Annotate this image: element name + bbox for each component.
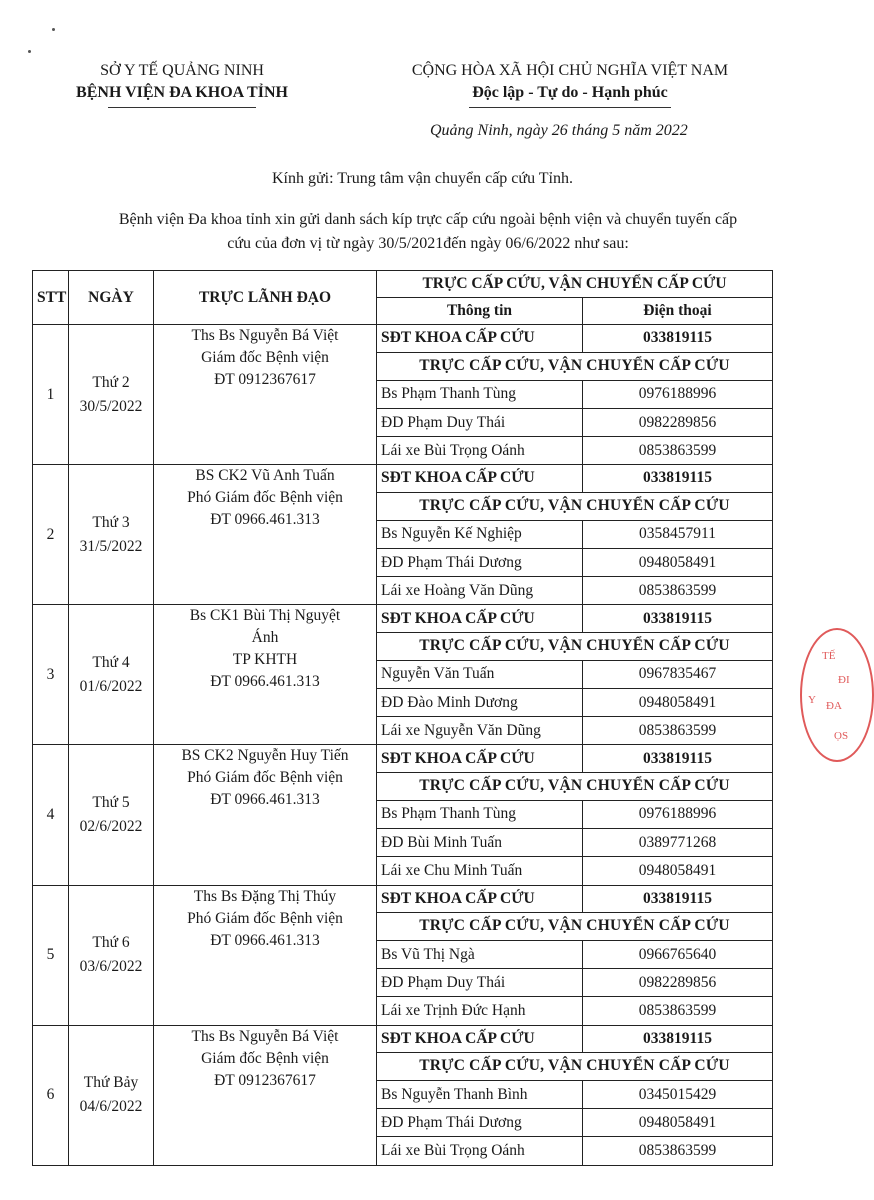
row-day	[69, 605, 154, 745]
recipient-line: Kính gửi: Trung tâm vận chuyển cấp cứu Tỉnh.	[271, 170, 573, 187]
staff-phone: 0982289856	[583, 969, 773, 997]
duty-section-heading: TRỰC CẤP CỨU, VẬN CHUYỂN CẤP CỨU	[377, 492, 773, 520]
scan-speck	[28, 50, 31, 53]
table-row	[33, 885, 773, 912]
staff-name: Lái xe Nguyễn Văn Dũng	[377, 717, 583, 745]
duty-section-heading: TRỰC CẤP CỨU, VẬN CHUYỂN CẤP CỨU	[377, 352, 773, 380]
er-phone-label: SĐT KHOA CẤP CỨU	[377, 885, 583, 912]
staff-phone: 0976188996	[583, 380, 773, 408]
row-stt: 3	[33, 605, 69, 745]
row-weekday: Thứ 6	[92, 934, 130, 952]
row-stt: 4	[33, 745, 69, 885]
row-date: 04/6/2022	[79, 1098, 143, 1116]
duty-section-heading: TRỰC CẤP CỨU, VẬN CHUYỂN CẤP CỨU	[377, 632, 773, 660]
agency-header	[62, 60, 302, 108]
row-day	[69, 885, 154, 1025]
col-header-group: TRỰC CẤP CỨU, VẬN CHUYỂN CẤP CỨU	[377, 271, 773, 298]
scan-speck	[52, 28, 55, 31]
staff-name: Lái xe Chu Minh Tuấn	[377, 857, 583, 885]
leader-line: Phó Giám đốc Bệnh viện	[187, 769, 343, 787]
leader-line: Giám đốc Bệnh viện	[201, 1049, 329, 1067]
leader-line: BS CK2 Nguyễn Huy Tiến	[181, 747, 349, 765]
row-leader	[154, 745, 377, 885]
col-header-info: Thông tin	[377, 298, 583, 325]
duty-section-heading: TRỰC CẤP CỨU, VẬN CHUYỂN CẤP CỨU	[377, 912, 773, 940]
row-stt: 1	[33, 325, 69, 465]
row-date: 31/5/2022	[79, 537, 143, 555]
leader-line: Giám đốc Bệnh viện	[201, 349, 329, 367]
er-phone-value: 033819115	[583, 605, 773, 632]
staff-name: ĐD Phạm Duy Thái	[377, 408, 583, 436]
leader-line: ĐT 0912367617	[214, 1071, 316, 1089]
row-stt: 6	[33, 1025, 69, 1165]
row-stt: 2	[33, 465, 69, 605]
intro-line-1: Bệnh viện Đa khoa tỉnh xin gửi danh sách kíp trực cấp cứu ngoài bệnh viện và chuyển tuyến cấp	[118, 211, 738, 228]
staff-phone: 0976188996	[583, 800, 773, 828]
stamp-fragment: ĐI	[838, 674, 850, 686]
stamp-fragment: ĐA	[826, 700, 842, 712]
row-weekday: Thứ 2	[92, 373, 130, 391]
leader-line: ĐT 0966.461.313	[210, 673, 320, 691]
staff-name: Nguyễn Văn Tuấn	[377, 660, 583, 688]
staff-phone: 0853863599	[583, 577, 773, 605]
er-phone-value: 033819115	[583, 325, 773, 352]
staff-name: Lái xe Hoàng Văn Dũng	[377, 577, 583, 605]
er-phone-label: SĐT KHOA CẤP CỨU	[377, 465, 583, 492]
row-weekday: Thứ 5	[92, 794, 130, 811]
er-phone-label: SĐT KHOA CẤP CỨU	[377, 605, 583, 632]
staff-phone: 0345015429	[583, 1080, 773, 1108]
leader-line: Ánh	[251, 629, 279, 647]
row-day	[69, 1025, 154, 1165]
leader-line: Phó Giám đốc Bệnh viện	[187, 489, 343, 507]
row-leader	[154, 325, 377, 465]
national-header	[370, 60, 770, 108]
leader-line: ĐT 0966.461.313	[210, 511, 320, 529]
document-date: Quảng Ninh, ngày 26 tháng 5 năm 2022	[430, 122, 688, 139]
col-header-phone: Điện thoại	[583, 298, 773, 325]
staff-phone: 0967835467	[583, 660, 773, 688]
er-phone-value: 033819115	[583, 1025, 773, 1052]
duty-section-heading: TRỰC CẤP CỨU, VẬN CHUYỂN CẤP CỨU	[377, 772, 773, 800]
leader-line: BS CK2 Vũ Anh Tuấn	[195, 467, 335, 485]
staff-phone: 0948058491	[583, 689, 773, 717]
intro-paragraph	[38, 208, 818, 256]
leader-line: TP KHTH	[232, 651, 298, 669]
row-date: 02/6/2022	[79, 818, 143, 835]
motto-underline	[469, 107, 671, 108]
leader-line: ĐT 0966.461.313	[210, 791, 320, 809]
er-phone-label: SĐT KHOA CẤP CỨU	[377, 745, 583, 772]
staff-phone: 0389771268	[583, 829, 773, 857]
staff-phone: 0853863599	[583, 437, 773, 465]
stamp-fragment: ỌS	[834, 730, 849, 742]
row-leader	[154, 1025, 377, 1165]
table-row	[33, 745, 773, 772]
duty-section-heading: TRỰC CẤP CỨU, VẬN CHUYỂN CẤP CỨU	[377, 1052, 773, 1080]
staff-phone: 0853863599	[583, 717, 773, 745]
er-phone-value: 033819115	[583, 885, 773, 912]
table-row	[33, 465, 773, 492]
table-row	[33, 1025, 773, 1052]
table-row	[33, 325, 773, 352]
stamp-fragment: Y	[808, 694, 816, 706]
col-header-day: NGÀY	[69, 271, 154, 325]
row-day	[69, 465, 154, 605]
row-weekday: Thứ Bảy	[83, 1074, 139, 1092]
hospital-underline	[108, 107, 256, 108]
stamp-fragment: TẾ	[822, 650, 836, 662]
staff-phone: 0358457911	[583, 520, 773, 548]
national-motto: Độc lập - Tự do - Hạnh phúc	[472, 84, 668, 101]
country-name: CỘNG HÒA XÃ HỘI CHỦ NGHĨA VIỆT NAM	[411, 62, 729, 79]
staff-name: Bs Phạm Thanh Tùng	[377, 800, 583, 828]
row-day	[69, 325, 154, 465]
leader-line: Ths Bs Nguyễn Bá Việt	[191, 1027, 339, 1045]
department-name: SỞ Y TẾ QUẢNG NINH	[100, 62, 264, 79]
staff-name: ĐD Bùi Minh Tuấn	[377, 829, 583, 857]
leader-line: Phó Giám đốc Bệnh viện	[187, 909, 343, 927]
col-header-leader: TRỰC LÃNH ĐẠO	[154, 271, 377, 325]
leader-line: Bs CK1 Bùi Thị Nguyệt	[189, 607, 341, 625]
staff-phone: 0948058491	[583, 1109, 773, 1137]
staff-phone: 0853863599	[583, 1137, 773, 1166]
leader-line: Ths Bs Đặng Thị Thúy	[193, 887, 337, 905]
duty-schedule-table	[32, 270, 772, 1166]
row-date: 30/5/2022	[79, 397, 143, 415]
staff-name: Bs Phạm Thanh Tùng	[377, 380, 583, 408]
er-phone-label: SĐT KHOA CẤP CỨU	[377, 325, 583, 352]
staff-phone: 0853863599	[583, 997, 773, 1025]
staff-phone: 0948058491	[583, 549, 773, 577]
staff-name: ĐD Phạm Duy Thái	[377, 969, 583, 997]
staff-phone: 0966765640	[583, 940, 773, 968]
staff-name: Lái xe Trịnh Đức Hạnh	[377, 997, 583, 1025]
leader-line: ĐT 0966.461.313	[210, 931, 320, 949]
row-leader	[154, 885, 377, 1025]
red-stamp	[800, 628, 874, 762]
er-phone-value: 033819115	[583, 465, 773, 492]
hospital-name: BỆNH VIỆN ĐA KHOA TỈNH	[76, 84, 288, 101]
staff-name: Bs Nguyễn Thanh Bình	[377, 1080, 583, 1108]
row-day	[69, 745, 154, 885]
staff-name: Lái xe Bùi Trọng Oánh	[377, 437, 583, 465]
row-date: 03/6/2022	[79, 958, 143, 976]
row-leader	[154, 465, 377, 605]
leader-line: Ths Bs Nguyễn Bá Việt	[191, 327, 339, 345]
staff-name: ĐD Phạm Thái Dương	[377, 1109, 583, 1137]
staff-name: ĐD Đào Minh Dương	[377, 689, 583, 717]
staff-name: Bs Nguyễn Kế Nghiệp	[377, 520, 583, 548]
row-weekday: Thứ 4	[92, 653, 130, 671]
row-leader	[154, 605, 377, 745]
table-row	[33, 605, 773, 632]
er-phone-label: SĐT KHOA CẤP CỨU	[377, 1025, 583, 1052]
col-header-stt: STT	[33, 271, 69, 325]
row-date: 01/6/2022	[79, 677, 143, 695]
staff-name: Lái xe Bùi Trọng Oánh	[377, 1137, 583, 1166]
staff-name: Bs Vũ Thị Ngà	[377, 940, 583, 968]
staff-name: ĐD Phạm Thái Dương	[377, 549, 583, 577]
er-phone-value: 033819115	[583, 745, 773, 772]
leader-line: ĐT 0912367617	[214, 371, 316, 389]
table-header-row-1	[33, 271, 773, 298]
staff-phone: 0982289856	[583, 408, 773, 436]
intro-line-2: cứu của đơn vị từ ngày 30/5/2021đến ngày 06/6/2022 như sau:	[227, 235, 629, 252]
row-weekday: Thứ 3	[92, 513, 130, 531]
row-stt: 5	[33, 885, 69, 1025]
staff-phone: 0948058491	[583, 857, 773, 885]
